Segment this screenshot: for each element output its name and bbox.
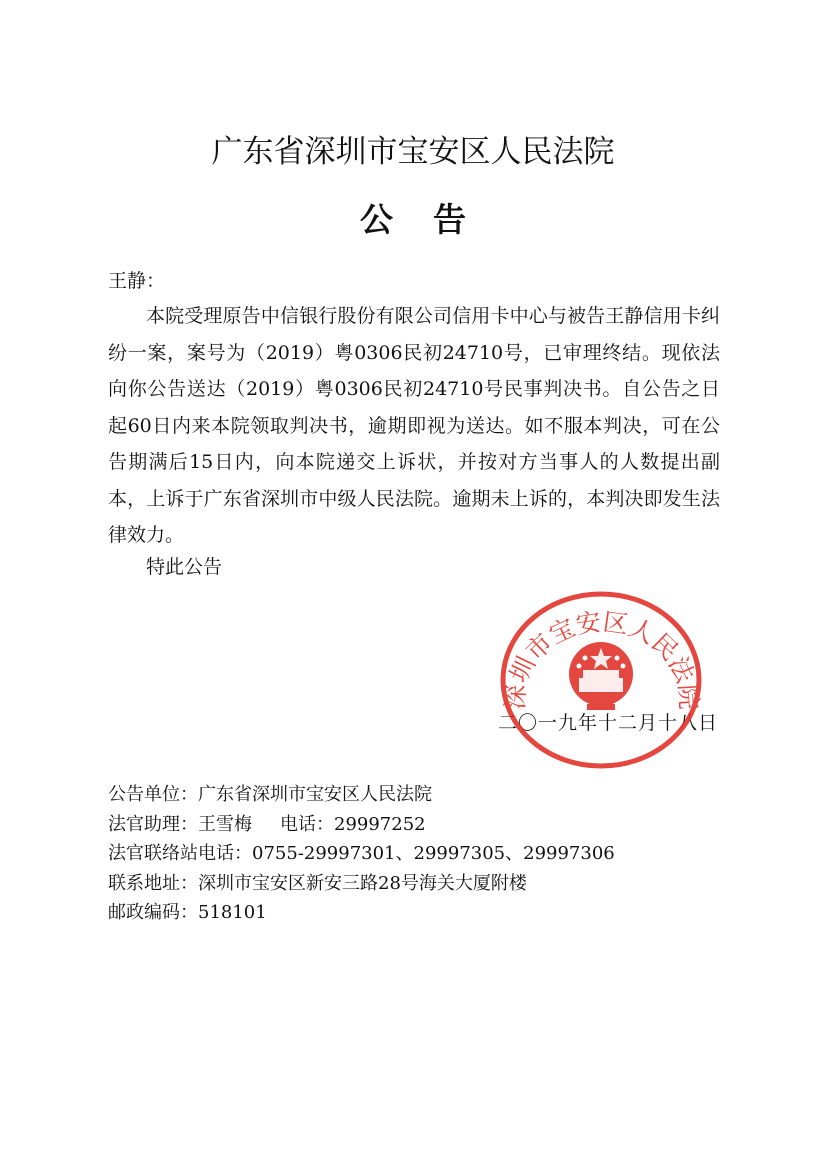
assistant-row bbox=[108, 810, 615, 840]
liaison-phone: 法官联络站电话：0755-29997301、29997305、29997306 bbox=[108, 843, 615, 864]
court-seal-stamp bbox=[499, 590, 704, 770]
notice-title: 公告 bbox=[360, 200, 506, 239]
notice-paragraph: 本院受理原告中信银行股份有限公司信用卡中心与被告王静信用卡纠纷一案，案号为（2019）粤0306民初24710号，已审理终结。现依法向你公告送达（2019）粤0306民初24710号民事判决书。自公告之日起60日内来本院领取判决书，逾期即视为送达。如不服本判决，可在公告期满后15日内，向本院递交上诉状，并按对方当事人的人数提出副本，上诉于广东省深圳市中级人民法院。逾期未上诉的，本判决即发生法律效力。 bbox=[108, 305, 720, 546]
contact-info bbox=[108, 780, 615, 928]
court-name: 广东省深圳市宝安区人民法院 bbox=[211, 134, 615, 170]
national-emblem-icon bbox=[569, 642, 633, 710]
addressee: 王静： bbox=[108, 270, 166, 292]
contact-address: 联系地址：深圳市宝安区新安三路28号海关大厦附楼 bbox=[108, 872, 527, 894]
notice-body bbox=[108, 298, 720, 554]
assistant-phone: 电话：29997252 bbox=[280, 813, 426, 835]
judge-assistant: 法官助理：王雪梅 bbox=[108, 813, 252, 835]
postal-code: 邮政编码：518101 bbox=[108, 902, 267, 923]
closing-line: 特此公告 bbox=[146, 556, 223, 578]
publishing-unit: 公告单位：广东省深圳市宝安区人民法院 bbox=[108, 784, 432, 805]
seal-text: 深圳市宝安区人民法院 bbox=[500, 607, 704, 711]
notice-date: 二〇一九年十二月十八日 bbox=[497, 712, 718, 734]
